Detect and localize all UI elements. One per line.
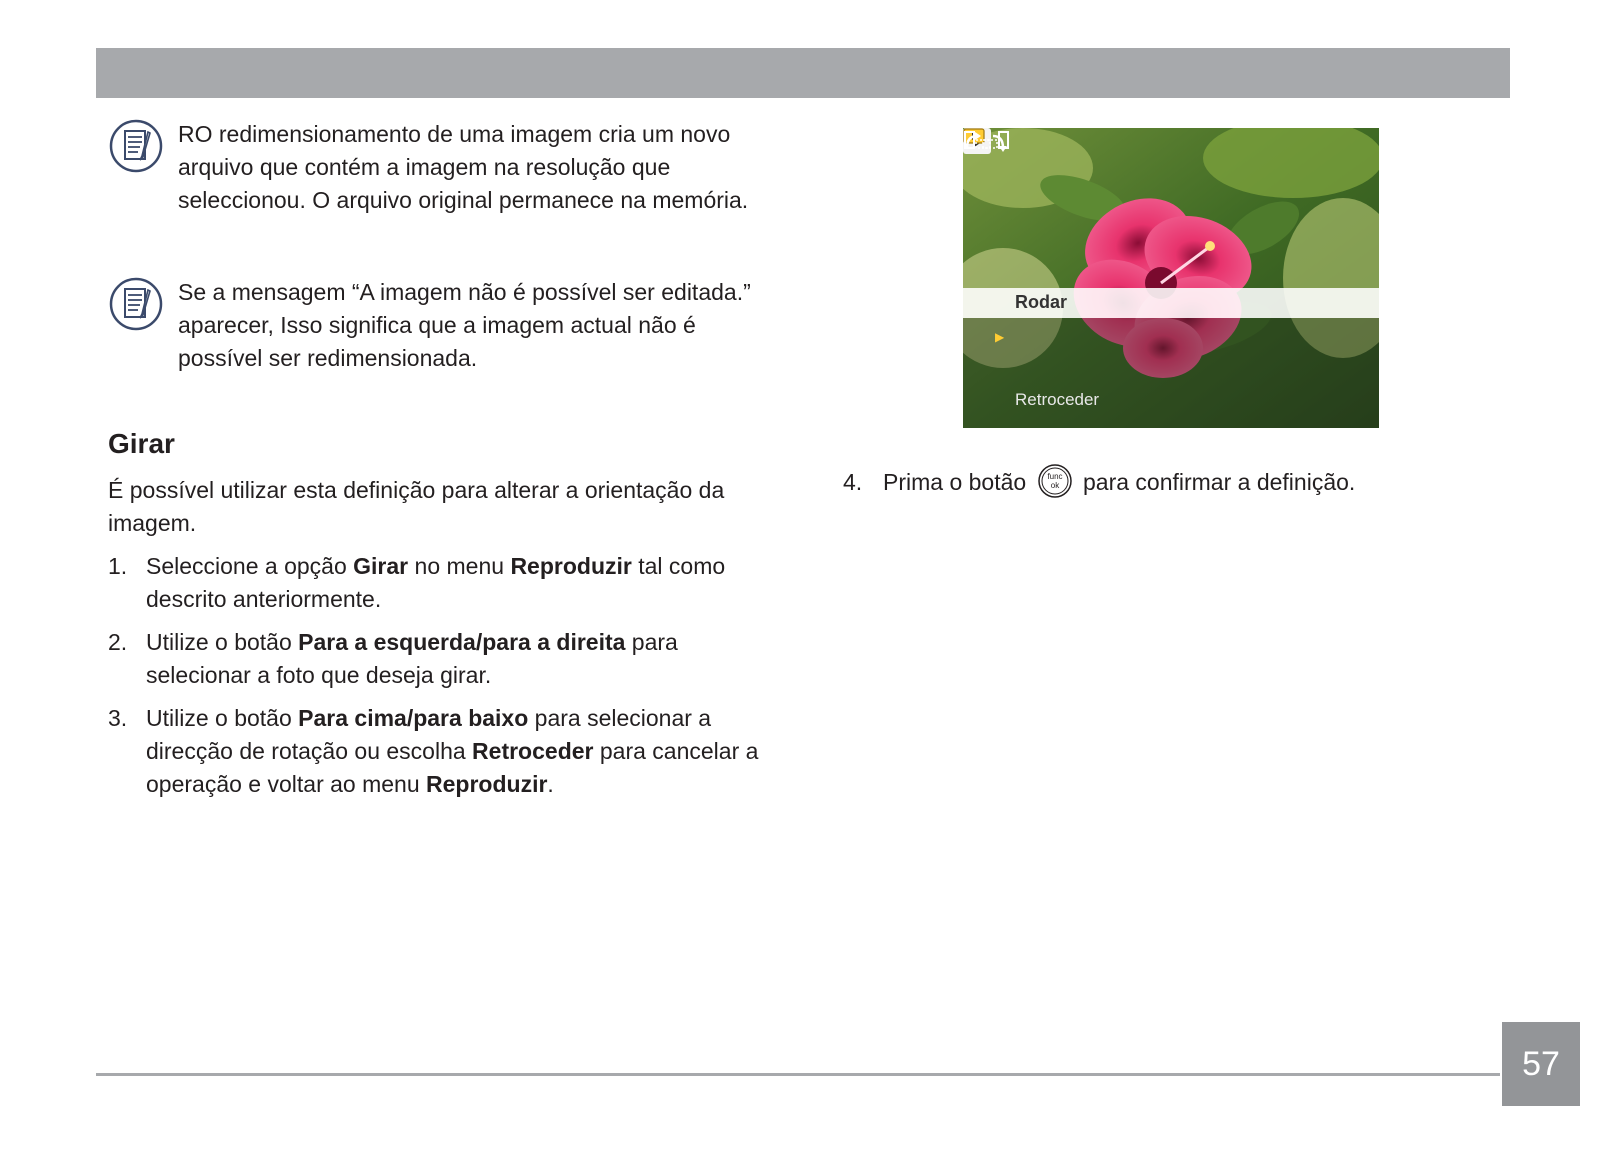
menu-panel [963, 318, 1379, 428]
step-number: 3. [108, 705, 128, 731]
ok-label: ok [1050, 480, 1059, 490]
step-item [108, 550, 773, 616]
note-icon [108, 118, 164, 174]
step-text: para selecionar a foto que deseja girar. [146, 629, 678, 688]
step-text: para cancelar a operação e voltar ao menu [146, 738, 759, 797]
step-keyword: Girar [353, 553, 409, 579]
step-keyword: Reproduzir [426, 771, 548, 797]
step-4-list [843, 466, 1355, 499]
step-text: Utilize o botão [146, 705, 299, 731]
step-text: Utilize o botão [146, 629, 299, 655]
footer-divider [96, 1073, 1500, 1076]
step-number: 2. [108, 629, 128, 655]
note-2 [108, 276, 768, 375]
camera-screen-image [963, 128, 1379, 428]
steps-list [108, 550, 773, 811]
note-text: RO redimensionamento de uma imagem cria um novo arquivo que contém a imagem na resolução que seleccionou. O arquivo original permanece na memória. [178, 121, 749, 213]
section-intro: É possível utilizar esta definição para alterar a orientação da imagem. [108, 477, 725, 536]
step-text: no menu [408, 553, 511, 579]
menu-title: Rodar [1015, 292, 1068, 312]
func-label: func [1047, 471, 1063, 481]
step-text: Prima o botão [883, 469, 1027, 495]
selection-arrow-icon: ▶ [995, 330, 1005, 344]
step-text: . [547, 771, 554, 797]
step-text: tal como descrito anteriormente. [146, 553, 726, 612]
step-keyword: Para a esquerda/para a direita [298, 629, 626, 655]
step-keyword: Retroceder [472, 738, 594, 764]
step-item [843, 466, 1355, 499]
step-keyword: Reproduzir [510, 553, 632, 579]
note-text: Se a mensagem “A imagem não é possível ser editada.” aparecer, Isso significa que a imagem actual não é possível ser redimensionada. [178, 279, 751, 371]
func-ok-button-icon [1037, 463, 1073, 499]
section-title: Girar [108, 428, 175, 459]
header-bar [96, 48, 1510, 98]
rotate-right-icon[interactable] [963, 128, 1013, 154]
step-keyword: Para cima/para baixo [298, 705, 529, 731]
step-number: 4. [843, 469, 863, 495]
step-item [108, 626, 773, 692]
step-text: para selecionar a direcção de rotação ou escolha [146, 705, 712, 764]
note-1 [108, 118, 768, 217]
step-item [108, 702, 773, 801]
note-icon [108, 276, 164, 332]
back-option[interactable]: Retroceder [1015, 390, 1100, 409]
step-number: 1. [108, 553, 128, 579]
step-text: Seleccione a opção [146, 553, 354, 579]
step-text: para confirmar a definição. [1082, 469, 1356, 495]
page-number: 57 [1502, 1022, 1580, 1106]
